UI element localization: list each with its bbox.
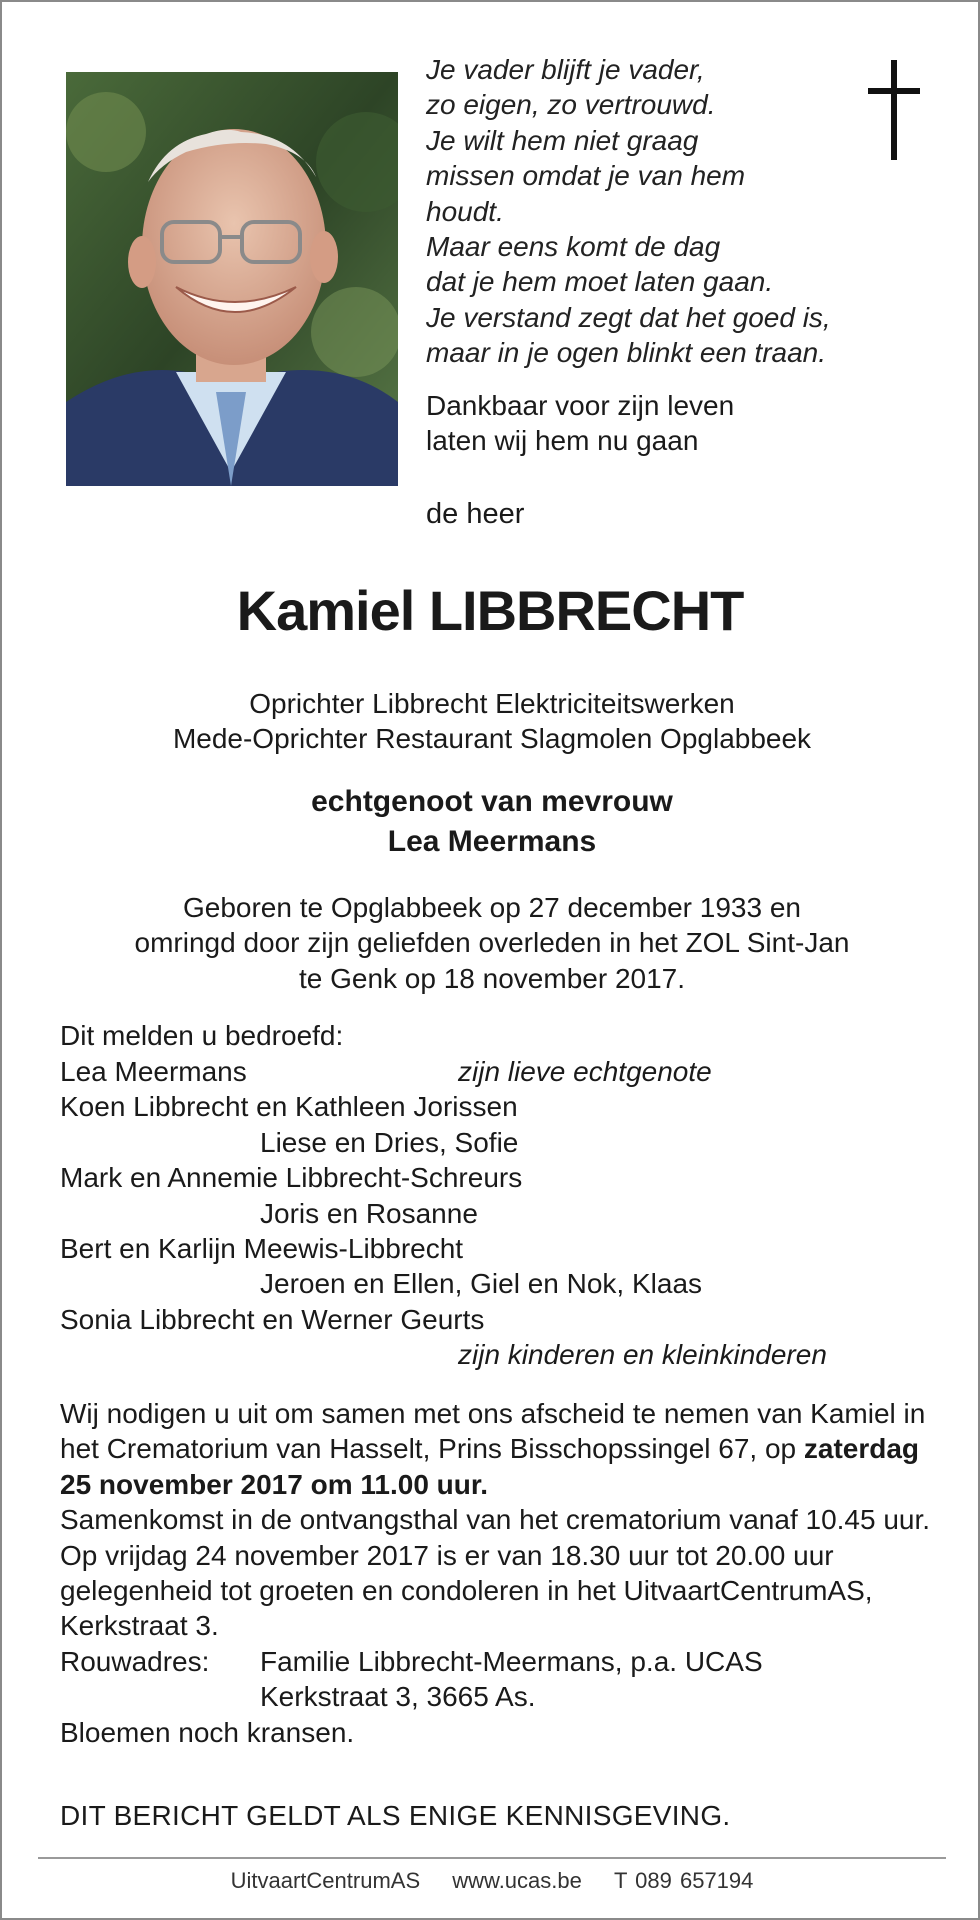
family-row	[60, 1054, 940, 1089]
family-row	[60, 1089, 940, 1124]
poem	[426, 52, 896, 371]
birth-death-info	[2, 890, 980, 996]
dankbaar-line: Dankbaar voor zijn leven	[426, 390, 735, 421]
rouwadres-row	[60, 1679, 950, 1714]
ceremony-datetime: zaterdag 25 november 2017 om 11.00 uur.	[60, 1433, 920, 1500]
family-relation: zijn lieve echtgenote	[458, 1056, 712, 1087]
dankbaar-line: laten wij hem nu gaan	[426, 425, 699, 457]
functions	[2, 686, 980, 757]
bloemen-text: Bloemen noch kransen.	[60, 1716, 355, 1748]
melden-heading: Dit melden u bedroefd:	[60, 1020, 344, 1051]
footer-divider	[38, 1857, 946, 1859]
cross-icon	[868, 60, 920, 160]
gathering-text: Samenkomst in de ontvangsthal van het crematorium vanaf 10.45 uur.	[60, 1504, 931, 1536]
poem-line: missen omdat je van hem	[426, 160, 746, 192]
portrait-photo	[66, 72, 398, 486]
footer-website[interactable]: www.ucas.be	[452, 1868, 582, 1893]
footer-phone: T 089 657194	[614, 1868, 754, 1893]
poem-line: dat je hem moet laten gaan.	[426, 266, 774, 298]
invitation-text	[60, 1396, 950, 1502]
family-row	[60, 1125, 940, 1160]
poem-line: Je wilt hem niet graag	[426, 124, 699, 156]
condolence-text: Op vrijdag 24 november 2017 is er van 18.30 uur tot 20.00 uur gelegenheid tot groeten en condoleren in het UitvaartCentrumAS, Kerkstraat 3.	[60, 1539, 873, 1642]
family-name: Jeroen en Ellen, Giel en Nok, Klaas	[260, 1268, 703, 1300]
function-line: Oprichter Libbrecht Elektriciteitswerken	[249, 688, 735, 719]
family-row	[60, 1337, 940, 1372]
title-prefix: de heer	[426, 498, 525, 530]
family-row	[60, 1196, 940, 1231]
family-name: Liese en Dries, Sofie	[260, 1126, 519, 1158]
poem-line: maar in je ogen blinkt een traan.	[426, 337, 827, 369]
family-row	[60, 1160, 940, 1195]
invitation-start: Wij nodigen u uit om samen met ons afscheid te nemen van Kamiel in het Crematorium van Hasselt, Prins Bisschopssingel 67, op	[60, 1398, 926, 1465]
family-row	[60, 1231, 940, 1266]
rouwadres-row	[60, 1644, 950, 1679]
born-line: Geboren te Opglabbeek op 27 december 1933 en	[182, 892, 801, 923]
born-line: omringd door zijn geliefden overleden in het ZOL Sint-Jan	[134, 927, 850, 959]
spouse-line: echtgenoot van mevrouw	[311, 785, 673, 818]
poem-line: houdt.	[426, 195, 504, 227]
rouwadres-line: Familie Libbrecht-Meermans, p.a. UCAS	[260, 1645, 763, 1677]
poem-line: Je verstand zegt dat het goed is,	[426, 301, 831, 333]
poem-line: zo eigen, zo vertrouwd.	[426, 89, 716, 121]
family-name: Joris en Rosanne	[260, 1197, 478, 1229]
family-name: Koen Libbrecht en Kathleen Jorissen	[60, 1091, 518, 1123]
family-row	[60, 1302, 940, 1337]
family-name: Lea Meermans	[60, 1056, 247, 1087]
function-line: Mede-Oprichter Restaurant Slagmolen Opglabbeek	[172, 723, 812, 755]
born-line: te Genk op 18 november 2017.	[298, 962, 686, 994]
deceased-name: Kamiel LIBBRECHT	[236, 579, 744, 642]
family-list	[60, 1054, 940, 1373]
family-relation: zijn kinderen en kleinkinderen	[458, 1339, 827, 1371]
rouwadres-line: Kerkstraat 3, 3665 As.	[260, 1681, 536, 1713]
family-name: Bert en Karlijn Meewis-Libbrecht	[60, 1232, 464, 1264]
family-name: Mark en Annemie Libbrecht-Schreurs	[60, 1162, 523, 1194]
notice-text: DIT BERICHT GELDT ALS ENIGE KENNISGEVING.	[60, 1800, 731, 1831]
spouse-name: Lea Meermans	[387, 825, 597, 858]
rouwadres-label: Rouwadres:	[60, 1645, 210, 1677]
poem-line: Je vader blijft je vader,	[426, 54, 705, 85]
footer	[2, 1868, 980, 1894]
poem-line: Maar eens komt de dag	[426, 231, 721, 263]
family-row	[60, 1266, 940, 1301]
spouse-block	[2, 782, 980, 862]
footer-company: UitvaartCentrumAS	[230, 1868, 421, 1893]
dankbaar-text	[426, 388, 896, 459]
family-name: Sonia Libbrecht en Werner Geurts	[60, 1303, 485, 1335]
ceremony-info	[60, 1396, 950, 1750]
